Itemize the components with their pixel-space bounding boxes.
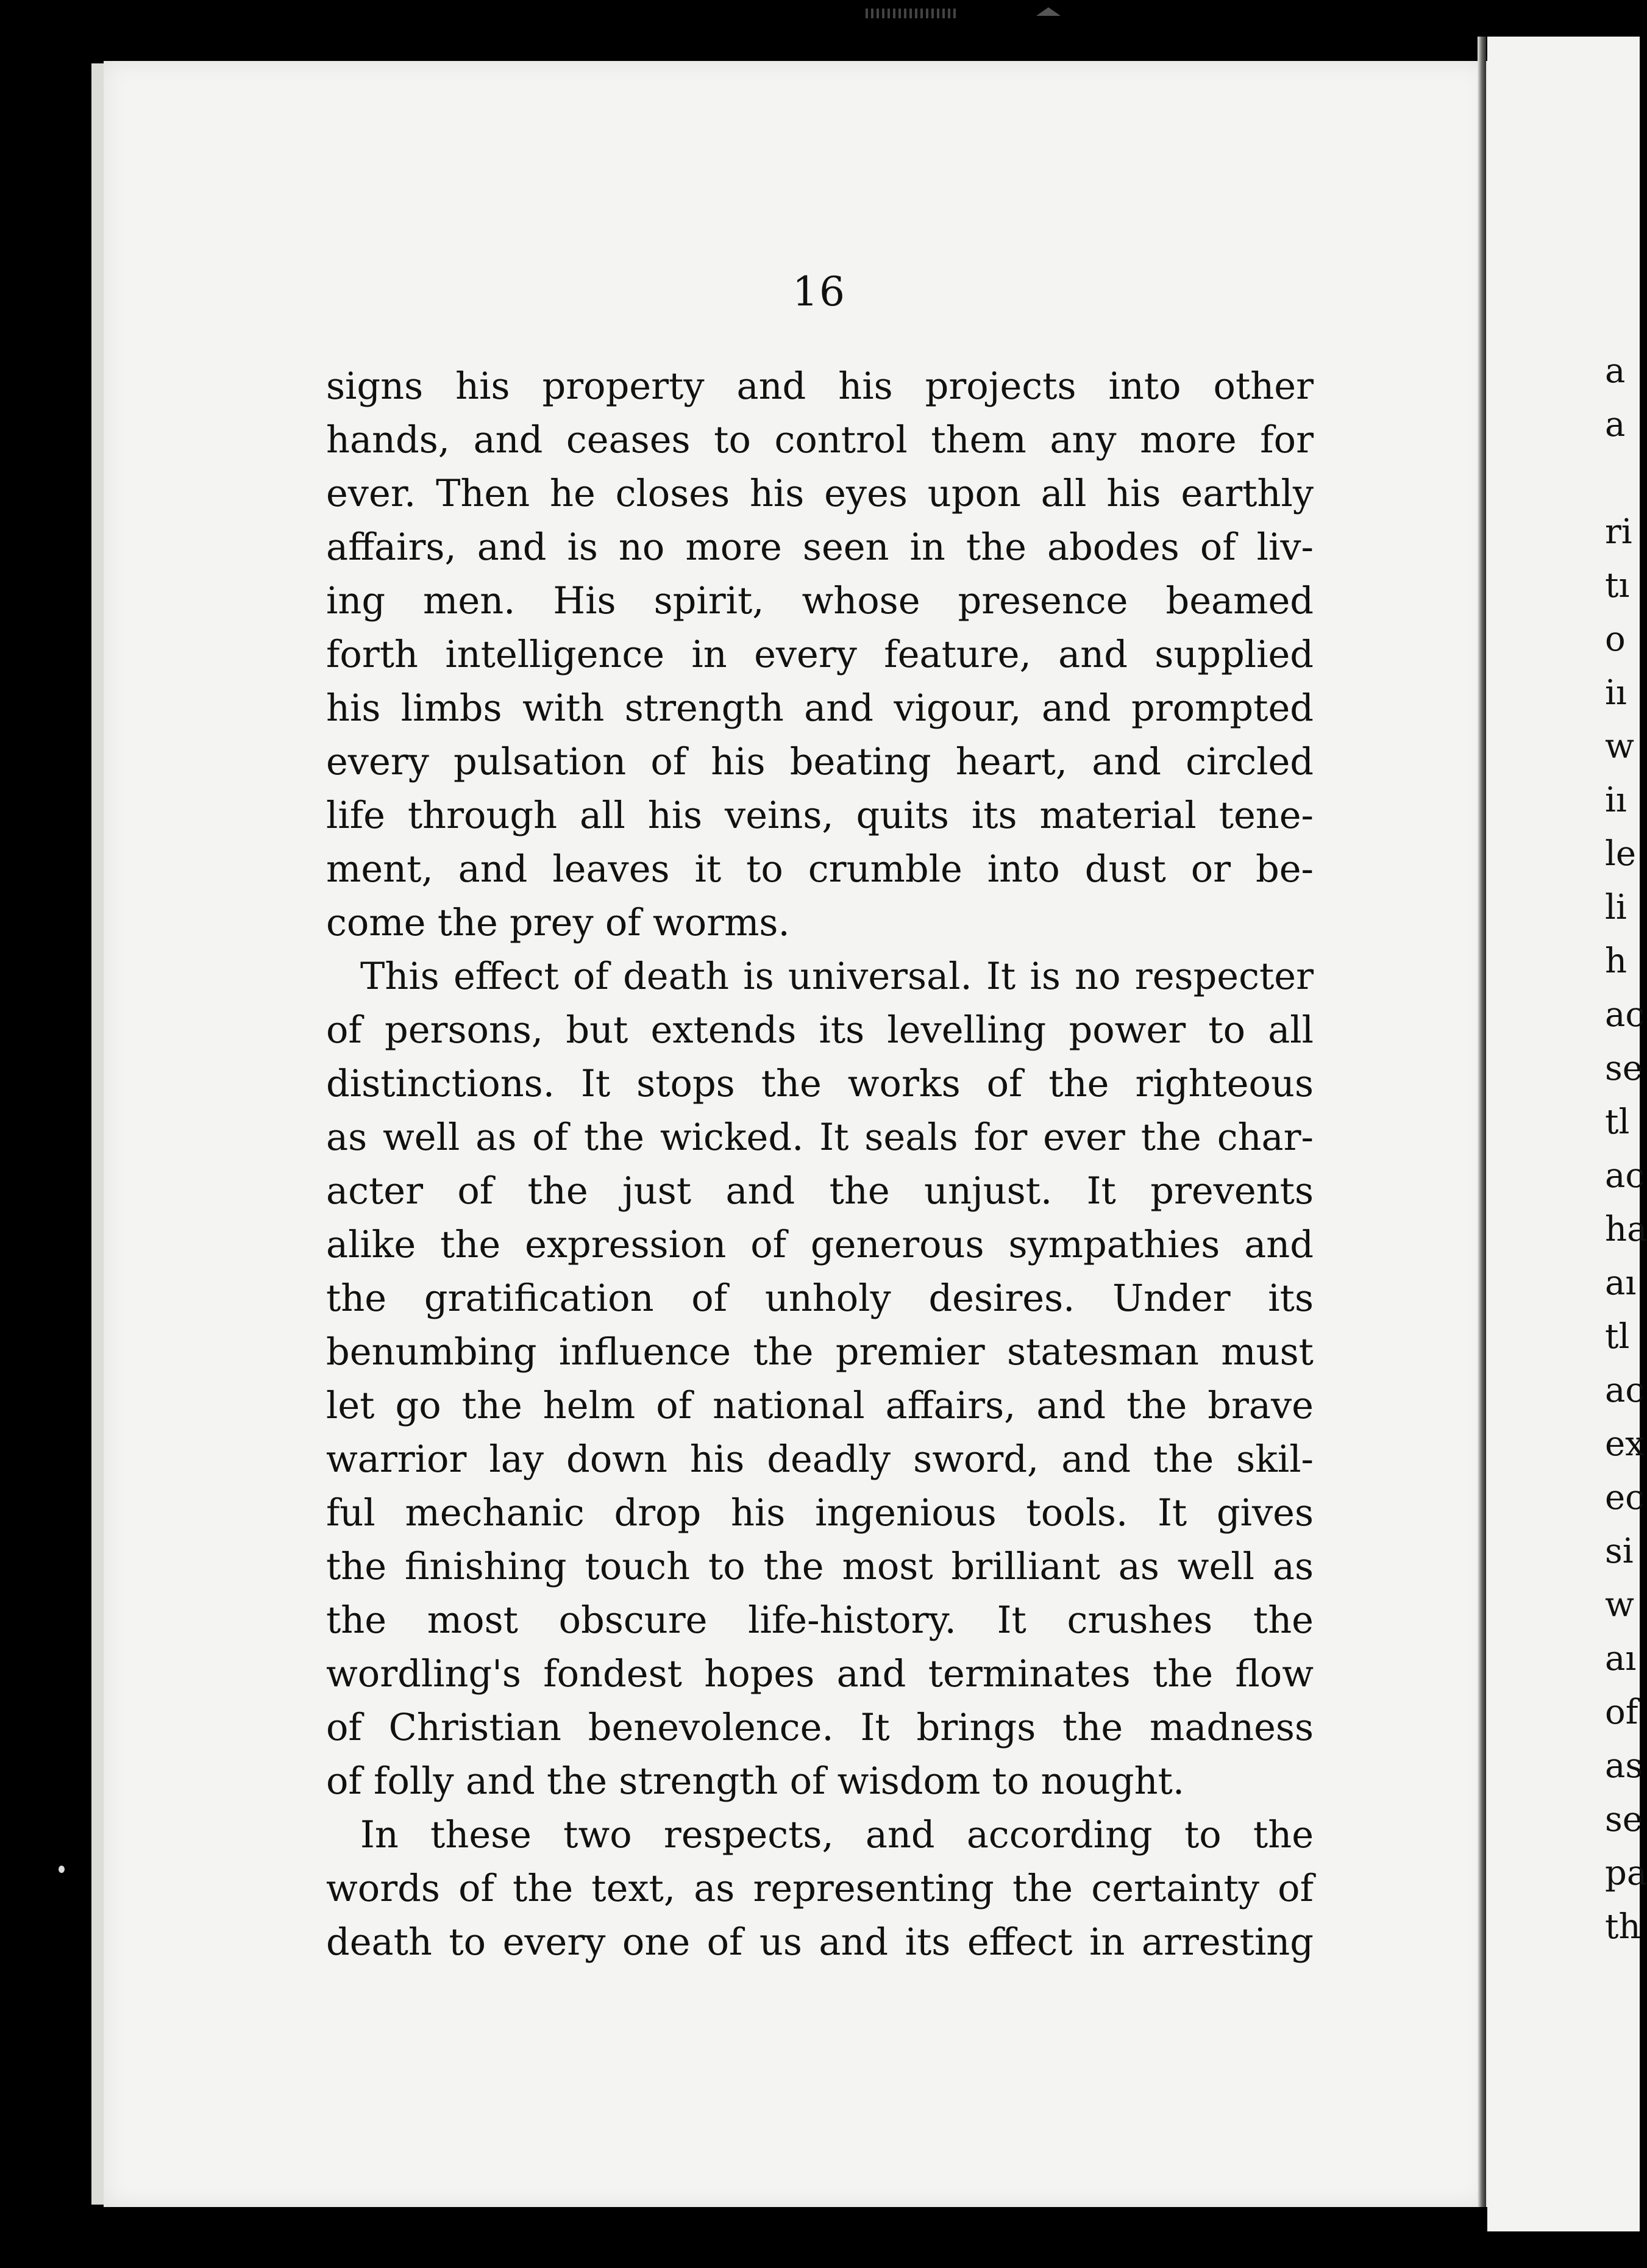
text-line: let go the helm of national affairs, and the brave	[326, 1385, 1314, 1427]
fragment-line: as	[1605, 1746, 1643, 1786]
fragment-line: a	[1605, 351, 1626, 391]
fragment-line: ac	[1605, 1156, 1645, 1196]
text-line: death to every one of us and its effect in arresting	[326, 1921, 1314, 1964]
fragment-line: ex	[1605, 1424, 1645, 1464]
fragment-line: aı	[1605, 1639, 1637, 1678]
text-line: signs his property and his projects into other	[326, 365, 1314, 408]
text-line: the finishing touch to the most brilliant as well as	[326, 1546, 1314, 1588]
text-line: of Christian benevolence. It brings the madness	[326, 1706, 1314, 1749]
fragment-line: pa	[1605, 1853, 1647, 1893]
text-line: ever. Then he closes his eyes upon all his earthly	[326, 472, 1314, 515]
fragment-line: ha	[1605, 1210, 1647, 1249]
text-line: In these two respects, and according to the	[360, 1814, 1314, 1856]
fragment-line: w	[1605, 1585, 1634, 1625]
text-line: of persons, but extends its levelling power to all	[326, 1009, 1314, 1052]
text-line: words of the text, as representing the certainty of	[326, 1867, 1314, 1910]
fragment-line: of	[1605, 1692, 1638, 1732]
fragment-line: li	[1605, 888, 1627, 927]
text-line: life through all his veins, quits its material tene-	[326, 794, 1314, 837]
text-line: alike the expression of generous sympathies and	[326, 1224, 1314, 1266]
text-line: acter of the just and the unjust. It prevents	[326, 1170, 1314, 1213]
text-line: benumbing influence the premier statesman must	[326, 1331, 1314, 1374]
fragment-line: w	[1605, 727, 1634, 766]
fragment-line: si	[1605, 1532, 1634, 1571]
fragment-line: ri	[1605, 512, 1632, 552]
text-line: ment, and leaves it to crumble into dust or be-	[326, 848, 1314, 891]
page-body-text	[326, 360, 1314, 1969]
fragment-line: ac	[1605, 995, 1645, 1035]
text-line: every pulsation of his beating heart, and circled	[326, 741, 1314, 783]
text-line: forth intelligence in every feature, and supplied	[326, 633, 1314, 676]
text-line: as well as of the wicked. It seals for ever the char-	[326, 1116, 1314, 1159]
fragment-line: iı	[1605, 673, 1627, 713]
fragment-line: iı	[1605, 780, 1627, 820]
fragment-line: tl	[1605, 1317, 1630, 1357]
text-line: This effect of death is universal. It is no respecter	[360, 955, 1314, 998]
text-line: come the prey of worms.	[326, 902, 790, 944]
text-line: of folly and the strength of wisdom to nought.	[326, 1760, 1185, 1803]
fragment-line	[1605, 452, 1647, 505]
fragment-line: h	[1605, 941, 1627, 981]
fragment-line: tı	[1605, 566, 1630, 605]
fragment-line: th	[1605, 1907, 1641, 1947]
text-line: affairs, and is no more seen in the abodes of liv-	[326, 526, 1314, 569]
fragment-line: o	[1605, 619, 1626, 659]
scan-artifact	[1036, 7, 1061, 16]
text-line: ing men. His spirit, whose presence beamed	[326, 580, 1314, 622]
fragment-line: se	[1605, 1800, 1643, 1839]
fragment-line: le	[1605, 834, 1637, 874]
fragment-line: aı	[1605, 1263, 1637, 1303]
text-line: distinctions. It stops the works of the righteous	[326, 1063, 1314, 1105]
text-line: ful mechanic drop his ingenious tools. It gives	[326, 1492, 1314, 1535]
fragment-line: a	[1605, 405, 1626, 444]
book-gutter	[1478, 37, 1486, 2207]
scan-artifact	[866, 9, 957, 18]
text-line: the gratification of unholy desires. Under its	[326, 1277, 1314, 1320]
text-line: warrior lay down his deadly sword, and the skil-	[326, 1438, 1314, 1481]
fragment-line: se	[1605, 1049, 1643, 1088]
facing-page-fragments	[1605, 344, 1647, 1954]
text-line: his limbs with strength and vigour, and prompted	[326, 687, 1314, 730]
text-line: the most obscure life-history. It crushes the	[326, 1599, 1314, 1642]
fragment-line: ec	[1605, 1478, 1645, 1517]
page-number: 16	[792, 268, 846, 315]
fragment-line: tl	[1605, 1102, 1630, 1142]
scan-artifact	[59, 1866, 65, 1873]
text-line: hands, and ceases to control them any more for	[326, 419, 1314, 462]
fragment-line: ac	[1605, 1371, 1645, 1410]
text-line: wordling's fondest hopes and terminates the flow	[326, 1653, 1314, 1696]
